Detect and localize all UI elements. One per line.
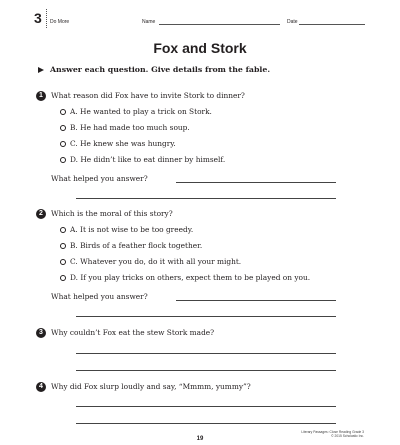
name-label: Name [142,19,156,25]
credit-line [300,430,364,438]
radio-bubble-icon[interactable] [60,157,66,163]
radio-bubble-icon[interactable] [60,243,66,249]
instruction-text: Answer each question. Give details from the fable. [50,65,271,74]
section-label: Do More [50,19,70,25]
question-number-badge: 1 [36,91,46,101]
question-number-badge: 2 [36,209,46,219]
answer-option[interactable] [60,225,193,235]
question-number-badge: 3 [36,328,46,338]
option-label: A. He wanted to play a trick on Stork. [70,107,212,116]
answer-option[interactable] [60,107,212,117]
answer-line[interactable] [76,406,336,407]
date-label: Date [287,19,298,25]
question-text: Why couldn’t Fox eat the stew Stork made? [51,328,215,337]
question-number-badge: 4 [36,382,46,392]
answer-line[interactable] [176,300,336,301]
question-text: Why did Fox slurp loudly and say, “Mmmm, yummy”? [51,382,251,391]
name-field[interactable] [159,24,280,25]
credit-copyright: © 2015 Scholastic Inc. [331,434,364,438]
answer-line[interactable] [76,370,336,371]
answer-line[interactable] [76,316,336,317]
answer-line[interactable] [76,198,336,199]
answer-option[interactable] [60,139,176,149]
answer-line[interactable] [76,423,336,424]
radio-bubble-icon[interactable] [60,109,66,115]
option-label: D. If you play tricks on others, expect them to be played on you. [70,273,311,282]
page-number: 19 [196,436,204,442]
answer-line[interactable] [76,353,336,354]
question-text: What reason did Fox have to invite Stork to dinner? [51,91,245,100]
helped-answer-label: What helped you answer? [51,292,148,301]
option-label: D. He didn’t like to eat dinner by himself. [70,155,226,164]
option-label: A. It is not wise to be too greedy. [70,225,194,234]
radio-bubble-icon[interactable] [60,275,66,281]
date-field[interactable] [299,24,365,25]
radio-bubble-icon[interactable] [60,141,66,147]
section-number: 3 [34,10,42,26]
radio-bubble-icon[interactable] [60,227,66,233]
option-label: B. Birds of a feather flock together. [70,241,203,250]
page-title: Fox and Stork [153,40,247,56]
answer-line[interactable] [176,182,336,183]
arrow-right-icon [38,67,44,73]
answer-option[interactable] [60,257,241,267]
radio-bubble-icon[interactable] [60,125,66,131]
option-label: C. He knew she was hungry. [70,139,176,148]
answer-option[interactable] [60,273,310,283]
option-label: B. He had made too much soup. [70,123,190,132]
option-label: C. Whatever you do, do it with all your might. [70,257,242,266]
credit-title: Literary Passages: Close Reading Grade 3 [301,430,364,434]
answer-option[interactable] [60,155,225,165]
radio-bubble-icon[interactable] [60,259,66,265]
helped-answer-label: What helped you answer? [51,174,148,183]
answer-option[interactable] [60,123,190,133]
question-text: Which is the moral of this story? [51,209,173,218]
answer-option[interactable] [60,241,202,251]
header-divider [46,9,47,28]
